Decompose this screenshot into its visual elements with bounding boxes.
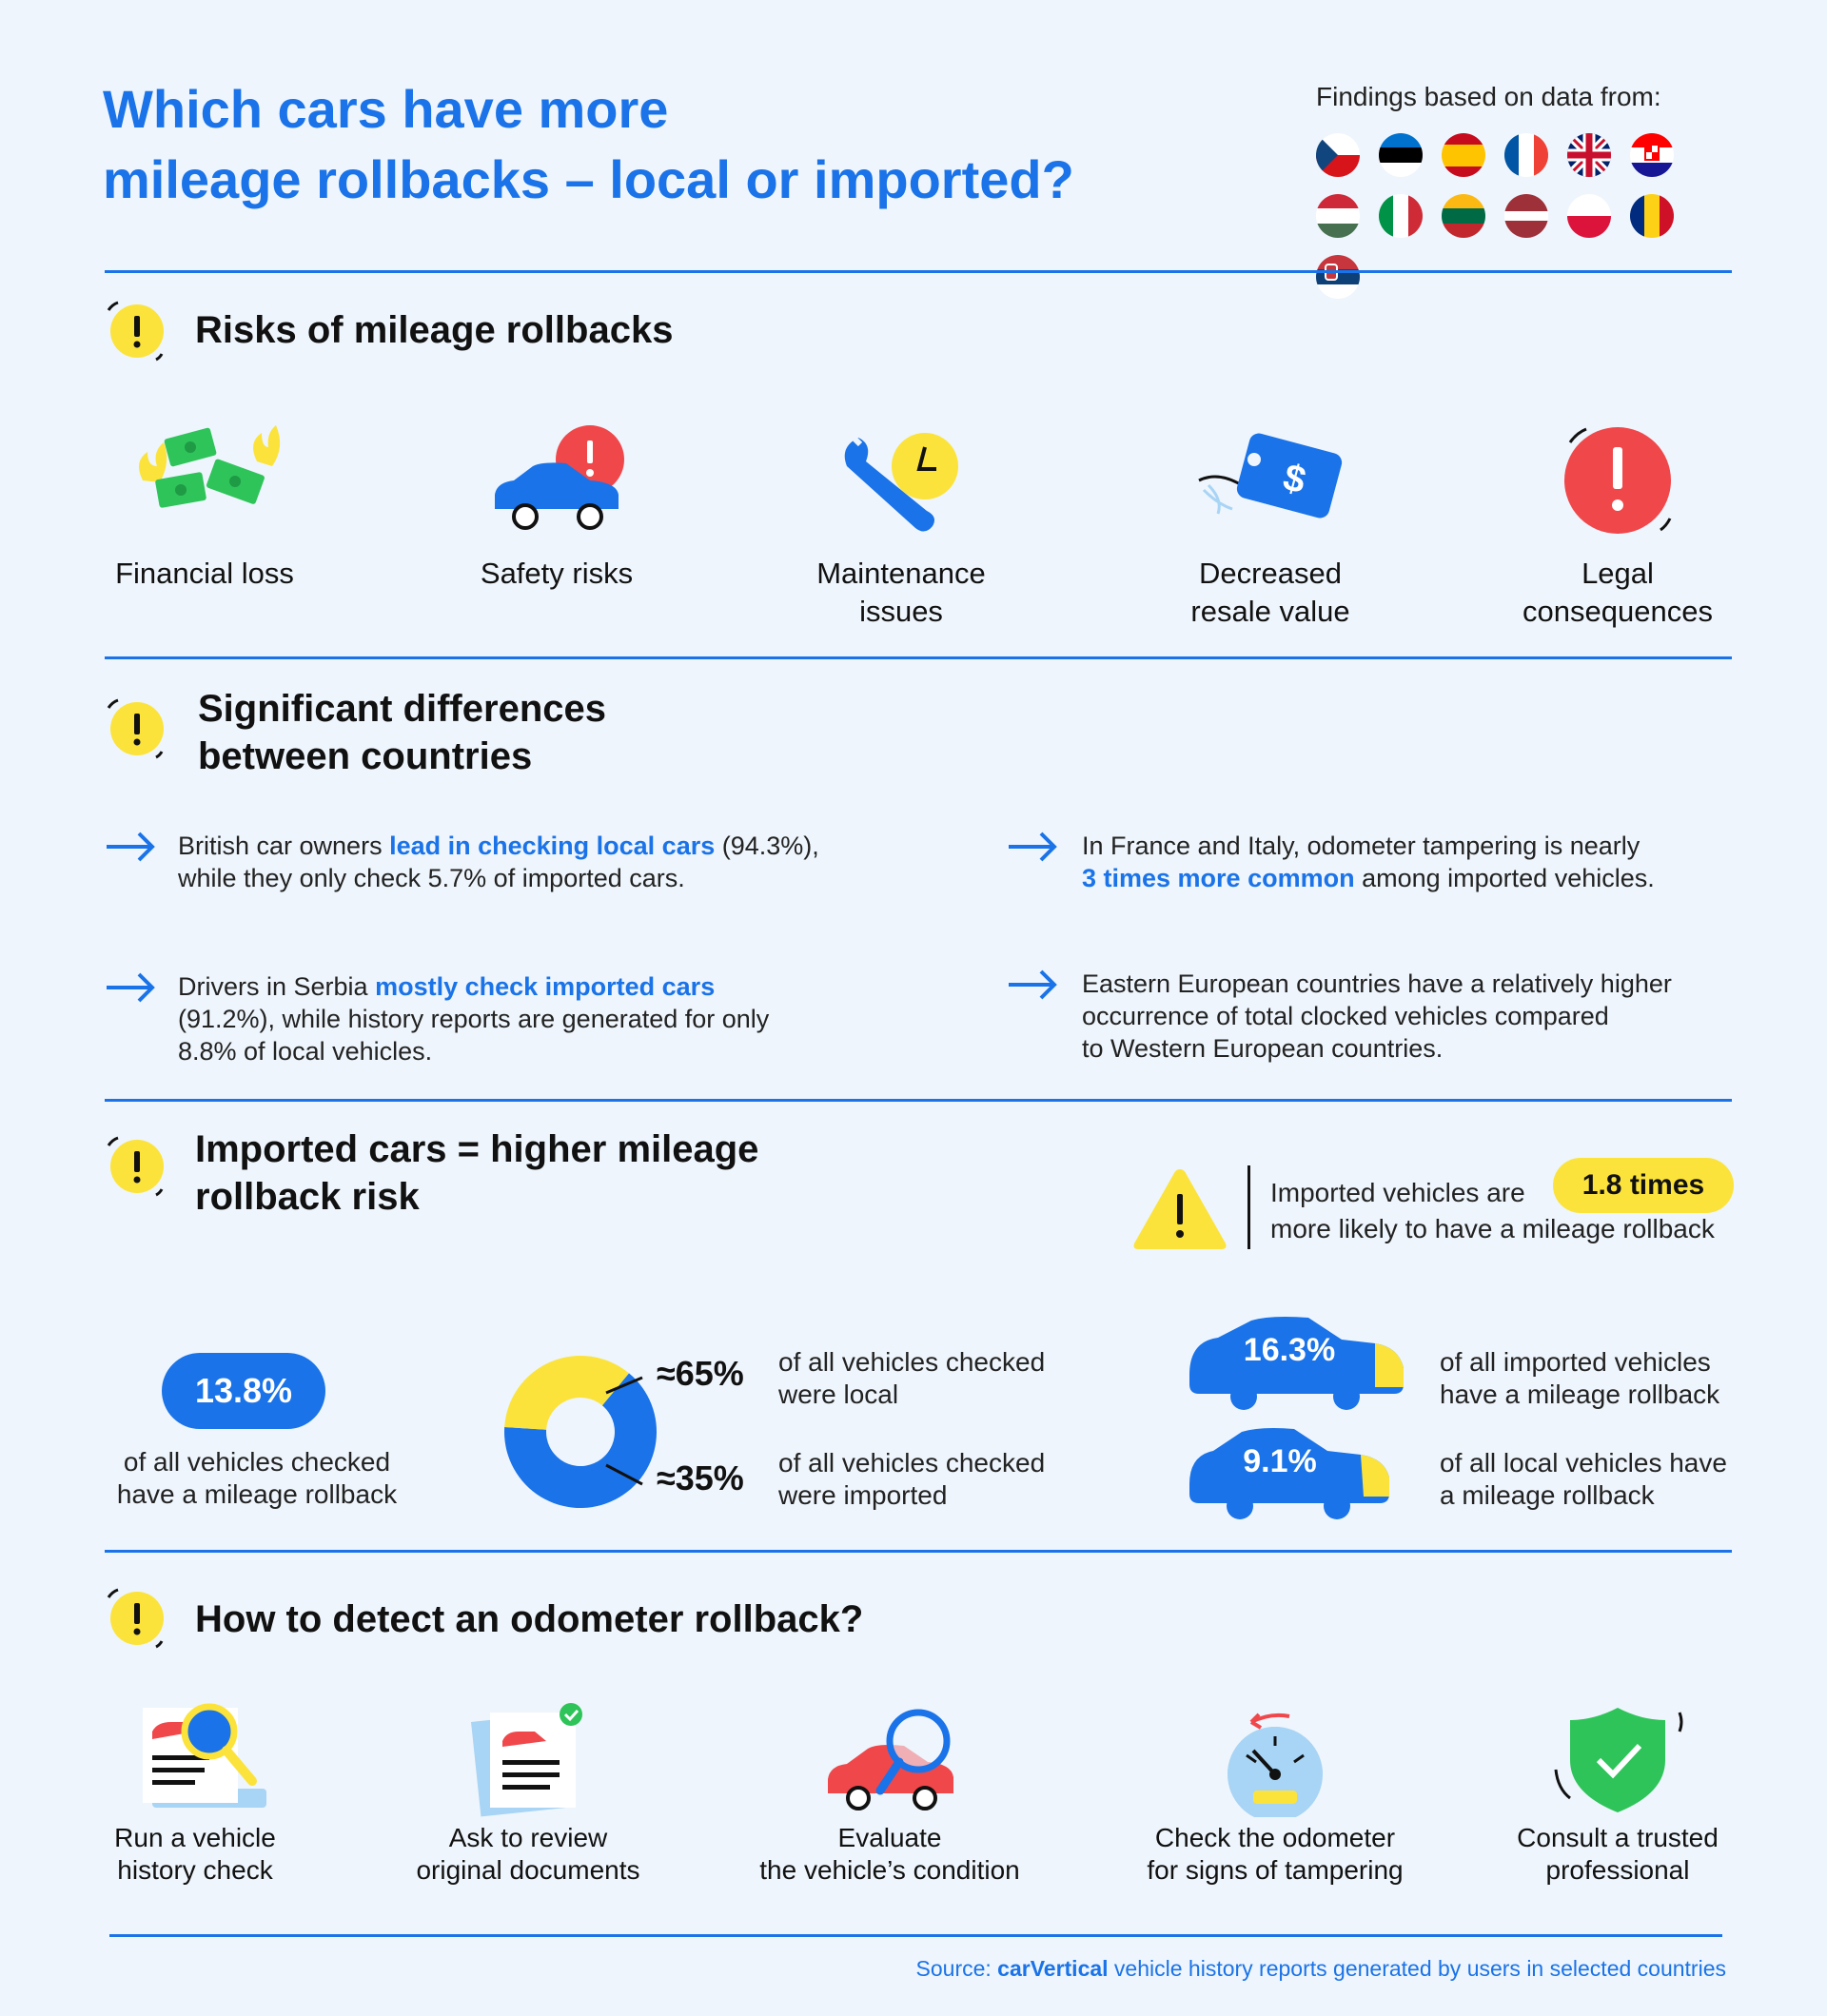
risk-label: Decreased resale value xyxy=(1190,557,1350,628)
findings-label: Findings based on data from: xyxy=(1316,82,1661,111)
local-rate-car xyxy=(1185,1422,1404,1522)
imported-rate-car xyxy=(1185,1313,1413,1413)
odometer-icon xyxy=(1194,1703,1356,1817)
local-share-caption: of all vehicles checked were local xyxy=(778,1347,1046,1409)
price-tag-icon xyxy=(1189,423,1351,538)
divider xyxy=(105,270,1732,273)
finding-eastern-europe: Eastern European countries have a relatively higher occurrence of total clocked vehicles compared to Western European countries. xyxy=(1082,969,1672,1063)
title-line-2: mileage rollbacks – local or imported? xyxy=(103,149,1074,209)
shield-check-icon xyxy=(1537,1703,1699,1817)
page-title xyxy=(103,74,1074,215)
step-label: Evaluate the vehicle’s condition xyxy=(759,1823,1020,1885)
spain-flag xyxy=(1442,133,1485,177)
lithuania-flag xyxy=(1442,194,1485,238)
risk-financial-loss xyxy=(90,423,319,593)
warning-icon xyxy=(103,297,169,363)
risk-label: Legal consequences xyxy=(1522,557,1713,628)
czechia-flag xyxy=(1316,133,1360,177)
exclamation-icon xyxy=(1537,423,1699,538)
step-history-check xyxy=(81,1703,309,1887)
risk-label: Maintenance issues xyxy=(816,557,986,628)
money-fire-icon xyxy=(124,423,285,538)
arrow-right-icon xyxy=(105,970,158,1005)
imported-rate-caption: of all imported vehicles have a mileage rollback xyxy=(1440,1347,1720,1409)
svg-text:$: $ xyxy=(1278,456,1310,502)
imported-share-value: ≈35% xyxy=(657,1458,744,1497)
step-label: Ask to review original documents xyxy=(416,1823,640,1885)
risk-legal xyxy=(1503,423,1732,631)
donut-leader-lines xyxy=(604,1370,661,1494)
divider xyxy=(105,1550,1732,1553)
documents-check-icon xyxy=(447,1703,609,1817)
croatia-flag xyxy=(1630,133,1674,177)
step-review-documents xyxy=(414,1703,642,1887)
arrow-right-icon xyxy=(105,830,158,864)
romania-flag xyxy=(1630,194,1674,238)
step-check-odometer xyxy=(1128,1703,1423,1887)
hungary-flag xyxy=(1316,194,1360,238)
warning-icon xyxy=(103,1132,169,1199)
step-label: Run a vehicle history check xyxy=(114,1823,276,1885)
differences-title: Significant differences between countries xyxy=(198,688,606,777)
warning-icon xyxy=(103,1584,169,1651)
risks-title: Risks of mileage rollbacks xyxy=(195,309,674,351)
latvia-flag xyxy=(1504,194,1548,238)
step-label: Consult a trusted professional xyxy=(1517,1823,1719,1885)
arrow-right-icon xyxy=(1007,968,1060,1002)
serbia-flag xyxy=(1316,255,1360,299)
france-flag xyxy=(1504,133,1548,177)
imported-title: Imported cars = higher mileage rollback risk xyxy=(195,1128,759,1218)
car-alert-icon xyxy=(476,423,638,538)
callout-badge: 1.8 times xyxy=(1553,1158,1734,1213)
imported-share-caption: of all vehicles checked were imported xyxy=(778,1448,1046,1510)
imported-rate-value: 16.3% xyxy=(1243,1332,1336,1368)
callout-line-1: Imported vehicles are xyxy=(1270,1178,1525,1207)
italy-flag xyxy=(1379,194,1423,238)
warning-icon xyxy=(103,695,169,761)
risk-safety xyxy=(442,423,671,593)
wrench-clock-icon xyxy=(820,423,982,538)
divider xyxy=(105,1099,1732,1102)
local-rate-value: 9.1% xyxy=(1243,1443,1317,1479)
title-line-1: Which cars have more xyxy=(103,79,669,139)
country-flags xyxy=(1316,133,1735,299)
arrow-right-icon xyxy=(1007,830,1060,864)
risk-resale-value xyxy=(1156,423,1385,631)
finding-france-italy: In France and Italy, odometer tampering is nearly 3 times more common among imported vehicles. xyxy=(1082,832,1655,892)
divider xyxy=(109,1934,1722,1937)
step-evaluate-condition xyxy=(742,1703,1037,1887)
local-share-value: ≈65% xyxy=(657,1354,744,1393)
callout-divider xyxy=(1247,1165,1250,1249)
finding-serbia: Drivers in Serbia mostly check imported cars (91.2%), while history reports are generated for only 8.8% of local vehicles. xyxy=(178,972,770,1066)
detect-title: How to detect an odometer rollback? xyxy=(195,1598,864,1640)
risk-label: Safety risks xyxy=(480,557,634,590)
step-consult-professional xyxy=(1494,1703,1741,1887)
divider xyxy=(105,656,1732,659)
total-rate-badge: 13.8% xyxy=(162,1353,325,1429)
report-magnifier-icon xyxy=(114,1703,276,1817)
callout-line-2: more likely to have a mileage rollback xyxy=(1270,1214,1715,1243)
risk-maintenance xyxy=(787,423,1015,631)
car-magnifier-icon xyxy=(809,1703,971,1817)
estonia-flag xyxy=(1379,133,1423,177)
risk-label: Financial loss xyxy=(115,557,294,590)
total-rate-caption: of all vehicles checked have a mileage rollback xyxy=(116,1447,398,1509)
local-rate-caption: of all local vehicles have a mileage rollback xyxy=(1440,1448,1727,1510)
uk-flag xyxy=(1567,133,1611,177)
poland-flag xyxy=(1567,194,1611,238)
source-note: Source: carVertical vehicle history reports generated by users in selected countries xyxy=(915,1956,1726,1981)
step-label: Check the odometer for signs of tampering xyxy=(1147,1823,1404,1885)
finding-uk: British car owners lead in checking local cars (94.3%), while they only check 5.7% of imported cars. xyxy=(178,832,819,892)
warning-triangle-icon xyxy=(1130,1165,1229,1253)
